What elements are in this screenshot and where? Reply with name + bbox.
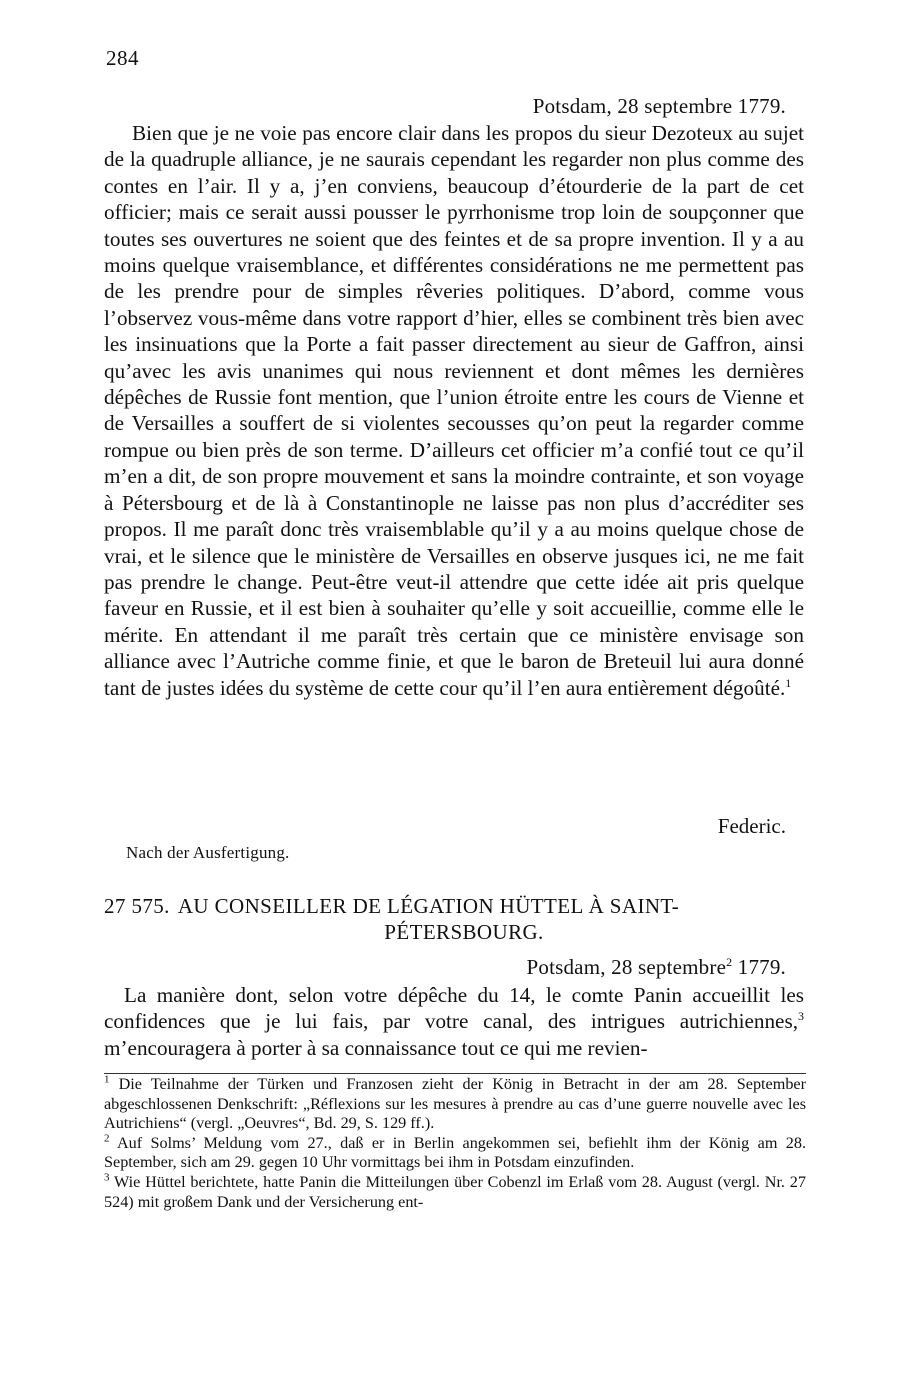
letter-2-text-part-1: La manière dont, selon votre dépêche du 14, le comte Panin accueillit les confidences que je lui fais, par votre canal, des intrigues autrichiennes, [104,983,804,1034]
footnote-3 [104,1173,806,1212]
letter-1-signature: Federic. [717,814,786,838]
source-note: Nach der Ausfertigung. [126,843,290,862]
footnote-1 [104,1075,806,1134]
footnote-2-text: Auf Solms’ Meldung vom 27., daß er in Berlin angekommen sei, befiehlt ihm der König am 28. September, sich am 29. gegen 10 Uhr vormittags bei ihm in Potsdam einzufinden. [104,1133,806,1172]
footnotes [104,1075,806,1212]
letter-1-text: Bien que je ne voie pas encore clair dans les propos du sieur Dezoteux au sujet de la quadruple alliance, je ne saurais cependant les regarder non plus comme des contes en l’air. Il y a, j’en conviens, beaucoup d’étourderie de la part de cet officier; mais ce serait aussi pousser le pyrrhonisme trop loin de soupçonner que toutes ses ouvertures ne soient que des feintes et de sa propre invention. Il y a au moins quelque vraisemblance, et différentes considérations ne me permettent pas de les prendre pour de simples rêveries politiques. D’abord, comme vous l’observez vous-même dans votre rapport d’hier, elles se combinent très bien avec les insinuations que la Porte a fait passer directement au sieur de Gaffron, ainsi qu’avec les avis unanimes qui nous reviennent et dont mêmes les dernières dépêches de Russie font mention, que l’union étroite entre les cours de Vienne et de Versailles a souffert de si violentes secousses qu’on peut la regarder comme rompue ou bien près de son terme. D’ailleurs cet officier m’a confié tout ce qu’il m’en a dit, de son propre mouvement et sans la moindre contrainte, et son voyage à Pétersbourg et de là à Constantinople ne laisse pas non plus d’accréditer ses propos. Il me paraît donc très vraisemblable qu’il y a au moins quelque chose de vrai, et le silence que le ministère de Versailles en observe jusques ici, ne me fait pas prendre le change. Peut-être veut-il attendre que cette idée ait pris quelque faveur en Russie, et il est bien à souhaiter qu’elle y soit accueillie, comme elle le mérite. En attendant il me paraît très certain que ce ministère envisage son alliance avec l’Autriche comme finie, et que le baron de Breteuil lui aura donné tant de justes idées du système de cette cour qu’il l’en aura entièrement dégoûté. [104,121,804,700]
letter-1-body [104,120,804,701]
letter-2-dateline-suffix: 1779. [732,955,786,979]
footnote-3-marker: 3 [104,1171,110,1184]
letter-1-dateline: Potsdam, 28 septembre 1779. [532,94,786,118]
letter-2-heading [104,893,804,945]
footnote-ref-1[interactable]: 1 [785,675,792,690]
page-number: 284 [106,46,139,70]
heading-line-2: PÉTERSBOURG. [384,920,544,944]
footnote-divider [104,1073,806,1074]
footnote-1-text: Die Teilnahme der Türken und Franzosen zieht der König in Betracht in der am 28. September abgeschlossenen Denkschrift: „Réflexions sur les mesures à prendre au cas d’une guerre nouvelle avec les Autrichiens“ (vergl. „Oeuvres“, Bd. 29, S. 129 ff.). [104,1075,807,1133]
letter-2-text-part-2: m’encouragera à porter à sa connaissance tout ce qui me revien- [104,1035,648,1060]
letter-2-body [104,982,804,1061]
letter-2-dateline-prefix: Potsdam, 28 septembre [526,955,727,979]
footnote-ref-2[interactable]: 2 [726,955,733,969]
footnote-2-marker: 2 [104,1132,110,1145]
footnote-ref-3[interactable]: 3 [798,1009,804,1024]
letter-2-dateline [527,955,787,980]
footnote-2 [104,1134,806,1173]
letter-2-number: 27 575. [104,894,170,918]
heading-line-1: AU CONSEILLER DE LÉGATION HÜTTEL À SAINT- [177,894,680,918]
footnote-3-text: Wie Hüttel berichtete, hatte Panin die Mitteilungen über Cobenzl im Erlaß vom 28. August (vergl. Nr. 27 524) mit großem Dank und der Versicherung ent- [104,1172,806,1211]
footnote-1-marker: 1 [104,1073,110,1086]
